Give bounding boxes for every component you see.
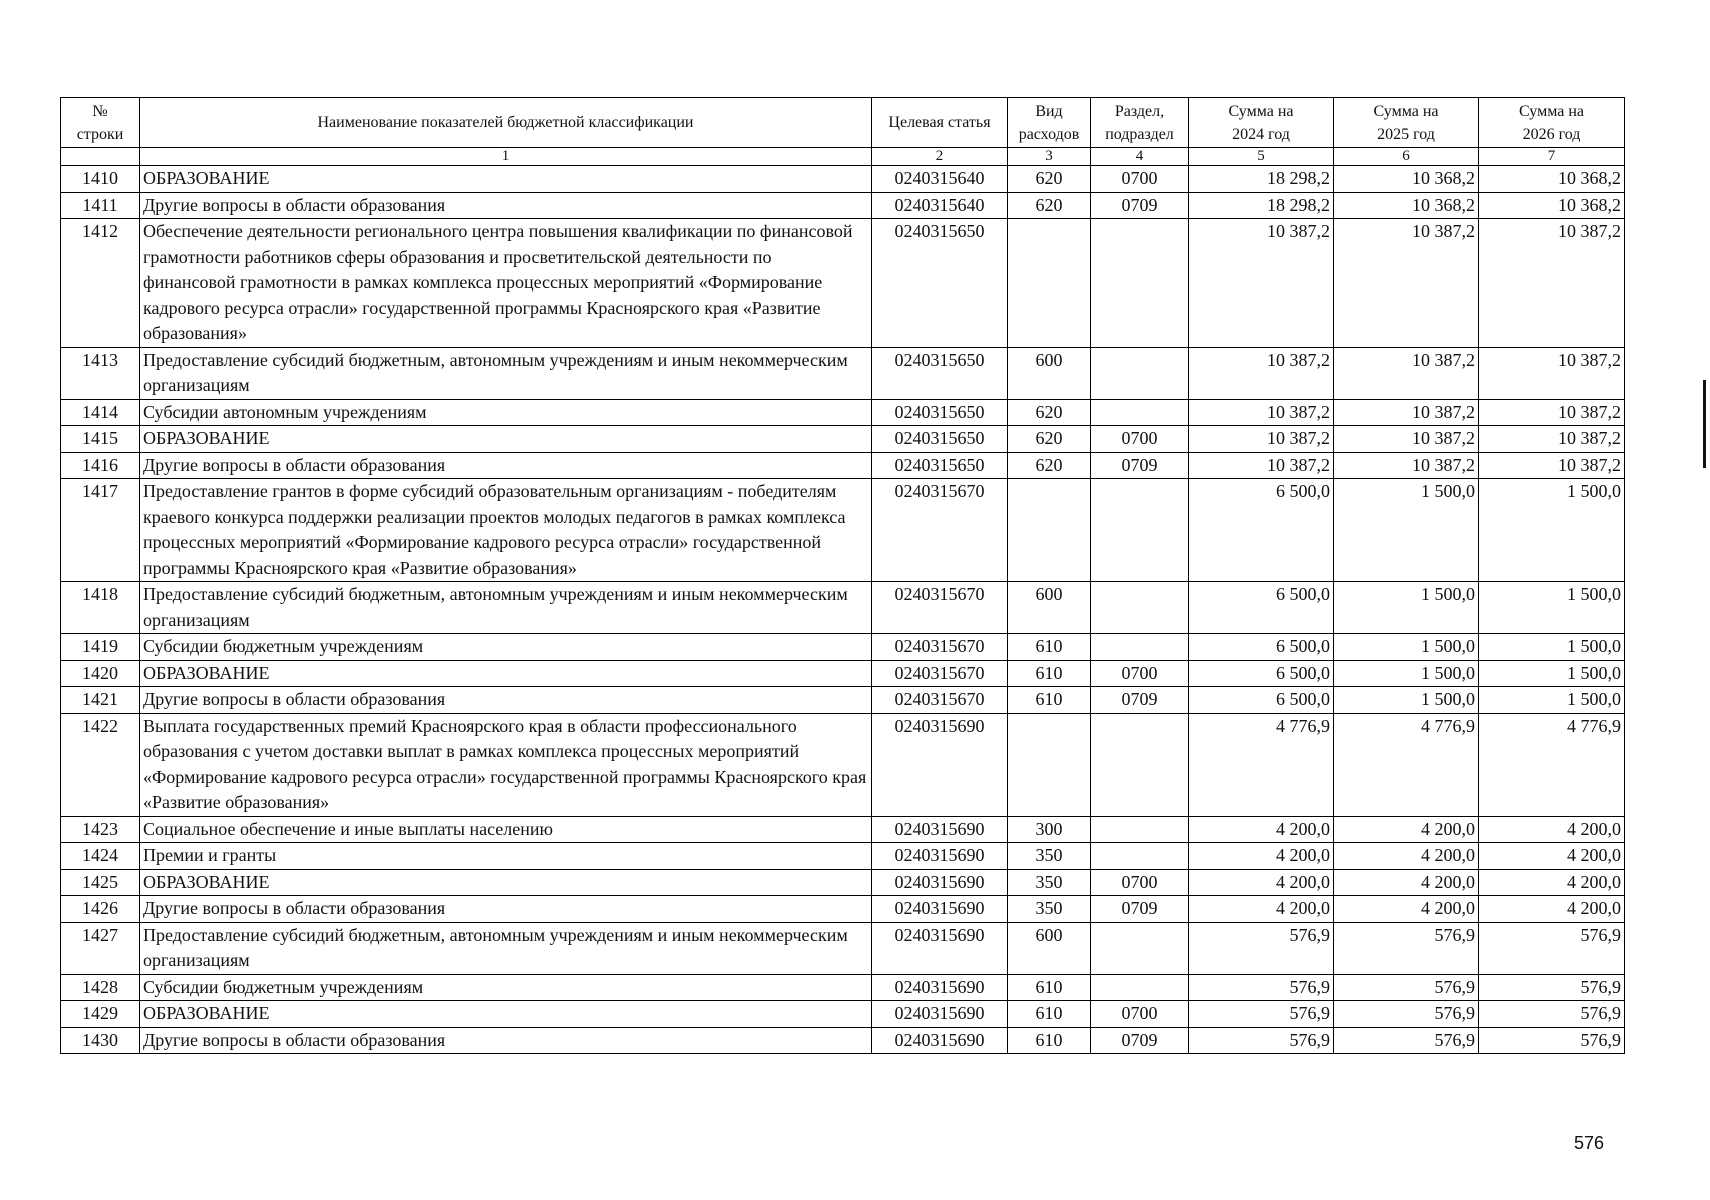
target-article-cell: 0240315690: [872, 869, 1008, 896]
header-label: Вид расходов: [1018, 102, 1080, 143]
budget-table: [60, 97, 1625, 1054]
name-cell: ОБРАЗОВАНИЕ: [140, 1001, 872, 1028]
header-sum-2024: [1189, 98, 1334, 148]
section-cell: [1091, 582, 1189, 634]
target-article-cell: 0240315670: [872, 660, 1008, 687]
section-cell: [1091, 479, 1189, 582]
sum-2026-cell: 4 200,0: [1479, 816, 1625, 843]
sum-2025-cell: 1 500,0: [1334, 582, 1479, 634]
table-row: [61, 843, 1625, 870]
row-number-cell: 1414: [61, 399, 140, 426]
sum-2025-cell: 576,9: [1334, 1027, 1479, 1054]
target-article-cell: 0240315690: [872, 896, 1008, 923]
sum-2024-cell: 10 387,2: [1189, 452, 1334, 479]
sum-2024-cell: 4 200,0: [1189, 816, 1334, 843]
sum-2026-cell: 4 200,0: [1479, 843, 1625, 870]
sum-2026-cell: 1 500,0: [1479, 479, 1625, 582]
sum-2026-cell: 576,9: [1479, 974, 1625, 1001]
sum-2025-cell: 4 200,0: [1334, 816, 1479, 843]
sum-2026-cell: 10 387,2: [1479, 399, 1625, 426]
expense-type-cell: 350: [1008, 843, 1091, 870]
section-cell: [1091, 843, 1189, 870]
name-cell: Субсидии автономным учреждениям: [140, 399, 872, 426]
column-number: [61, 148, 140, 166]
target-article-cell: 0240315670: [872, 687, 1008, 714]
target-article-cell: 0240315650: [872, 399, 1008, 426]
expense-type-cell: [1008, 479, 1091, 582]
row-number-cell: 1428: [61, 974, 140, 1001]
row-number-cell: 1425: [61, 869, 140, 896]
row-number-cell: 1418: [61, 582, 140, 634]
sum-2024-cell: 6 500,0: [1189, 634, 1334, 661]
section-cell: [1091, 399, 1189, 426]
sum-2024-cell: 6 500,0: [1189, 479, 1334, 582]
name-cell: Другие вопросы в области образования: [140, 1027, 872, 1054]
sum-2024-cell: 18 298,2: [1189, 166, 1334, 193]
sum-2024-cell: 10 387,2: [1189, 347, 1334, 399]
table-row: [61, 922, 1625, 974]
table-row: [61, 713, 1625, 816]
name-cell: Другие вопросы в области образования: [140, 452, 872, 479]
sum-2025-cell: 576,9: [1334, 1001, 1479, 1028]
sum-2025-cell: 10 368,2: [1334, 166, 1479, 193]
table-row: [61, 452, 1625, 479]
header-label: Наименование показателей бюджетной классификации: [317, 114, 694, 131]
sum-2024-cell: 6 500,0: [1189, 582, 1334, 634]
column-number: 4: [1091, 148, 1189, 166]
sum-2024-cell: 18 298,2: [1189, 192, 1334, 219]
sum-2024-cell: 6 500,0: [1189, 660, 1334, 687]
header-row-number: [61, 98, 140, 148]
name-cell: Субсидии бюджетным учреждениям: [140, 974, 872, 1001]
sum-2026-cell: 10 368,2: [1479, 192, 1625, 219]
row-number-cell: 1411: [61, 192, 140, 219]
name-cell: ОБРАЗОВАНИЕ: [140, 426, 872, 453]
table-row: [61, 1027, 1625, 1054]
expense-type-cell: 610: [1008, 974, 1091, 1001]
sum-2026-cell: 10 387,2: [1479, 219, 1625, 348]
header-target-article: [872, 98, 1008, 148]
row-number-cell: 1416: [61, 452, 140, 479]
sum-2024-cell: 6 500,0: [1189, 687, 1334, 714]
sum-2026-cell: 1 500,0: [1479, 634, 1625, 661]
name-cell: Обеспечение деятельности регионального центра повышения квалификации по финансовой грамотности работников сферы образования и просветительской деятельности по финансовой грамотности в рамках комплекса процессных мероприятий «Формирование кадрового ресурса отрасли» государственной программы Красноярского края «Развитие образования»: [140, 219, 872, 348]
sum-2026-cell: 4 200,0: [1479, 869, 1625, 896]
name-cell: Социальное обеспечение и иные выплаты населению: [140, 816, 872, 843]
expense-type-cell: 620: [1008, 399, 1091, 426]
name-cell: ОБРАЗОВАНИЕ: [140, 660, 872, 687]
name-cell: Предоставление грантов в форме субсидий образовательным организациям - победителям краевого конкурса поддержки реализации проектов молодых педагогов в рамках комплекса процессных мероприятий «Формирование кадрового ресурса отрасли» государственной программы Красноярского края «Развитие образования»: [140, 479, 872, 582]
target-article-cell: 0240315690: [872, 713, 1008, 816]
expense-type-cell: 600: [1008, 582, 1091, 634]
expense-type-cell: 620: [1008, 166, 1091, 193]
target-article-cell: 0240315690: [872, 816, 1008, 843]
header-label: Сумма на 2025 год: [1373, 102, 1439, 143]
sum-2024-cell: 576,9: [1189, 974, 1334, 1001]
table-row: [61, 816, 1625, 843]
target-article-cell: 0240315640: [872, 192, 1008, 219]
expense-type-cell: 620: [1008, 452, 1091, 479]
row-number-cell: 1413: [61, 347, 140, 399]
sum-2025-cell: 4 200,0: [1334, 843, 1479, 870]
expense-type-cell: 610: [1008, 634, 1091, 661]
sum-2025-cell: 1 500,0: [1334, 660, 1479, 687]
sum-2025-cell: 4 776,9: [1334, 713, 1479, 816]
section-cell: 0700: [1091, 660, 1189, 687]
column-number: 2: [872, 148, 1008, 166]
section-cell: 0709: [1091, 896, 1189, 923]
expense-type-cell: 350: [1008, 896, 1091, 923]
header-row: [61, 98, 1625, 148]
name-cell: Предоставление субсидий бюджетным, автономным учреждениям и иным некоммерческим организациям: [140, 582, 872, 634]
scan-edge-mark: [1703, 380, 1706, 468]
table-row: [61, 479, 1625, 582]
table-row: [61, 166, 1625, 193]
section-cell: 0700: [1091, 869, 1189, 896]
sum-2025-cell: 576,9: [1334, 922, 1479, 974]
section-cell: [1091, 713, 1189, 816]
sum-2026-cell: 10 387,2: [1479, 426, 1625, 453]
sum-2025-cell: 10 387,2: [1334, 399, 1479, 426]
name-cell: Другие вопросы в области образования: [140, 687, 872, 714]
sum-2025-cell: 576,9: [1334, 974, 1479, 1001]
column-numbers-row: [61, 148, 1625, 166]
sum-2024-cell: 4 200,0: [1189, 869, 1334, 896]
row-number-cell: 1419: [61, 634, 140, 661]
target-article-cell: 0240315670: [872, 634, 1008, 661]
row-number-cell: 1429: [61, 1001, 140, 1028]
expense-type-cell: 600: [1008, 347, 1091, 399]
row-number-cell: 1410: [61, 166, 140, 193]
row-number-cell: 1412: [61, 219, 140, 348]
sum-2024-cell: 10 387,2: [1189, 426, 1334, 453]
target-article-cell: 0240315670: [872, 582, 1008, 634]
section-cell: [1091, 219, 1189, 348]
sum-2026-cell: 1 500,0: [1479, 582, 1625, 634]
row-number-cell: 1426: [61, 896, 140, 923]
sum-2025-cell: 10 387,2: [1334, 219, 1479, 348]
sum-2025-cell: 10 387,2: [1334, 347, 1479, 399]
table-row: [61, 974, 1625, 1001]
section-cell: [1091, 816, 1189, 843]
table-row: [61, 1001, 1625, 1028]
sum-2025-cell: 1 500,0: [1334, 634, 1479, 661]
column-number: 7: [1479, 148, 1625, 166]
section-cell: [1091, 634, 1189, 661]
table-row: [61, 399, 1625, 426]
header-expense-type: [1008, 98, 1091, 148]
sum-2025-cell: 1 500,0: [1334, 687, 1479, 714]
sum-2026-cell: 10 387,2: [1479, 347, 1625, 399]
row-number-cell: 1417: [61, 479, 140, 582]
target-article-cell: 0240315650: [872, 219, 1008, 348]
table-row: [61, 219, 1625, 348]
name-cell: ОБРАЗОВАНИЕ: [140, 869, 872, 896]
row-number-cell: 1420: [61, 660, 140, 687]
row-number-cell: 1427: [61, 922, 140, 974]
name-cell: Выплата государственных премий Красноярского края в области профессионального образования с учетом доставки выплат в рамках комплекса процессных мероприятий «Формирование кадрового ресурса отрасли» государственной программы Красноярского края «Развитие образования»: [140, 713, 872, 816]
section-cell: 0709: [1091, 687, 1189, 714]
name-cell: Предоставление субсидий бюджетным, автономным учреждениям и иным некоммерческим организациям: [140, 922, 872, 974]
expense-type-cell: 610: [1008, 687, 1091, 714]
target-article-cell: 0240315690: [872, 1001, 1008, 1028]
expense-type-cell: 600: [1008, 922, 1091, 974]
table-row: [61, 869, 1625, 896]
row-number-cell: 1423: [61, 816, 140, 843]
header-label: Сумма на 2024 год: [1228, 102, 1294, 143]
sum-2026-cell: 576,9: [1479, 922, 1625, 974]
page-number: 576: [1574, 1133, 1605, 1153]
target-article-cell: 0240315650: [872, 452, 1008, 479]
sum-2024-cell: 576,9: [1189, 1027, 1334, 1054]
sum-2024-cell: 4 200,0: [1189, 896, 1334, 923]
sum-2024-cell: 576,9: [1189, 1001, 1334, 1028]
sum-2024-cell: 576,9: [1189, 922, 1334, 974]
sum-2026-cell: 576,9: [1479, 1027, 1625, 1054]
expense-type-cell: 350: [1008, 869, 1091, 896]
header-label: Сумма на 2026 год: [1519, 102, 1584, 143]
section-cell: 0709: [1091, 1027, 1189, 1054]
sum-2025-cell: 4 200,0: [1334, 869, 1479, 896]
name-cell: Другие вопросы в области образования: [140, 896, 872, 923]
name-cell: ОБРАЗОВАНИЕ: [140, 166, 872, 193]
name-cell: Предоставление субсидий бюджетным, автономным учреждениям и иным некоммерческим организациям: [140, 347, 872, 399]
header-sum-2025: [1334, 98, 1479, 148]
expense-type-cell: 610: [1008, 1001, 1091, 1028]
row-number-cell: 1422: [61, 713, 140, 816]
section-cell: [1091, 347, 1189, 399]
table-row: [61, 582, 1625, 634]
sum-2026-cell: 1 500,0: [1479, 687, 1625, 714]
table-row: [61, 660, 1625, 687]
section-cell: 0709: [1091, 192, 1189, 219]
sum-2025-cell: 10 368,2: [1334, 192, 1479, 219]
table-row: [61, 192, 1625, 219]
sum-2025-cell: 1 500,0: [1334, 479, 1479, 582]
sum-2024-cell: 10 387,2: [1189, 399, 1334, 426]
section-cell: 0700: [1091, 426, 1189, 453]
header-name: [140, 98, 872, 148]
section-cell: 0709: [1091, 452, 1189, 479]
header-label: Целевая статья: [888, 114, 991, 131]
table-row: [61, 634, 1625, 661]
sum-2026-cell: 576,9: [1479, 1001, 1625, 1028]
expense-type-cell: 610: [1008, 660, 1091, 687]
table-row: [61, 896, 1625, 923]
sum-2025-cell: 4 200,0: [1334, 896, 1479, 923]
sum-2024-cell: 10 387,2: [1189, 219, 1334, 348]
column-number: 6: [1334, 148, 1479, 166]
target-article-cell: 0240315670: [872, 479, 1008, 582]
target-article-cell: 0240315690: [872, 1027, 1008, 1054]
expense-type-cell: [1008, 219, 1091, 348]
row-number-cell: 1421: [61, 687, 140, 714]
section-cell: 0700: [1091, 1001, 1189, 1028]
table-row: [61, 687, 1625, 714]
header-section: [1091, 98, 1189, 148]
sum-2026-cell: 10 368,2: [1479, 166, 1625, 193]
sum-2026-cell: 10 387,2: [1479, 452, 1625, 479]
target-article-cell: 0240315650: [872, 347, 1008, 399]
row-number-cell: 1430: [61, 1027, 140, 1054]
expense-type-cell: [1008, 713, 1091, 816]
section-cell: [1091, 922, 1189, 974]
sum-2024-cell: 4 200,0: [1189, 843, 1334, 870]
sum-2025-cell: 10 387,2: [1334, 452, 1479, 479]
table-row: [61, 426, 1625, 453]
sum-2026-cell: 4 776,9: [1479, 713, 1625, 816]
target-article-cell: 0240315690: [872, 843, 1008, 870]
target-article-cell: 0240315690: [872, 922, 1008, 974]
sum-2026-cell: 1 500,0: [1479, 660, 1625, 687]
expense-type-cell: 300: [1008, 816, 1091, 843]
target-article-cell: 0240315690: [872, 974, 1008, 1001]
target-article-cell: 0240315650: [872, 426, 1008, 453]
section-cell: [1091, 974, 1189, 1001]
column-number: 1: [140, 148, 872, 166]
row-number-cell: 1415: [61, 426, 140, 453]
name-cell: Субсидии бюджетным учреждениям: [140, 634, 872, 661]
sum-2025-cell: 10 387,2: [1334, 426, 1479, 453]
header-label: Раздел, подраздел: [1105, 102, 1174, 143]
header-label: № строки: [76, 102, 124, 143]
name-cell: Другие вопросы в области образования: [140, 192, 872, 219]
section-cell: 0700: [1091, 166, 1189, 193]
header-sum-2026: [1479, 98, 1625, 148]
expense-type-cell: 620: [1008, 426, 1091, 453]
expense-type-cell: 610: [1008, 1027, 1091, 1054]
table-row: [61, 347, 1625, 399]
column-number: 5: [1189, 148, 1334, 166]
expense-type-cell: 620: [1008, 192, 1091, 219]
row-number-cell: 1424: [61, 843, 140, 870]
target-article-cell: 0240315640: [872, 166, 1008, 193]
table-body: [61, 148, 1625, 1054]
sum-2026-cell: 4 200,0: [1479, 896, 1625, 923]
name-cell: Премии и гранты: [140, 843, 872, 870]
column-number: 3: [1008, 148, 1091, 166]
sum-2024-cell: 4 776,9: [1189, 713, 1334, 816]
